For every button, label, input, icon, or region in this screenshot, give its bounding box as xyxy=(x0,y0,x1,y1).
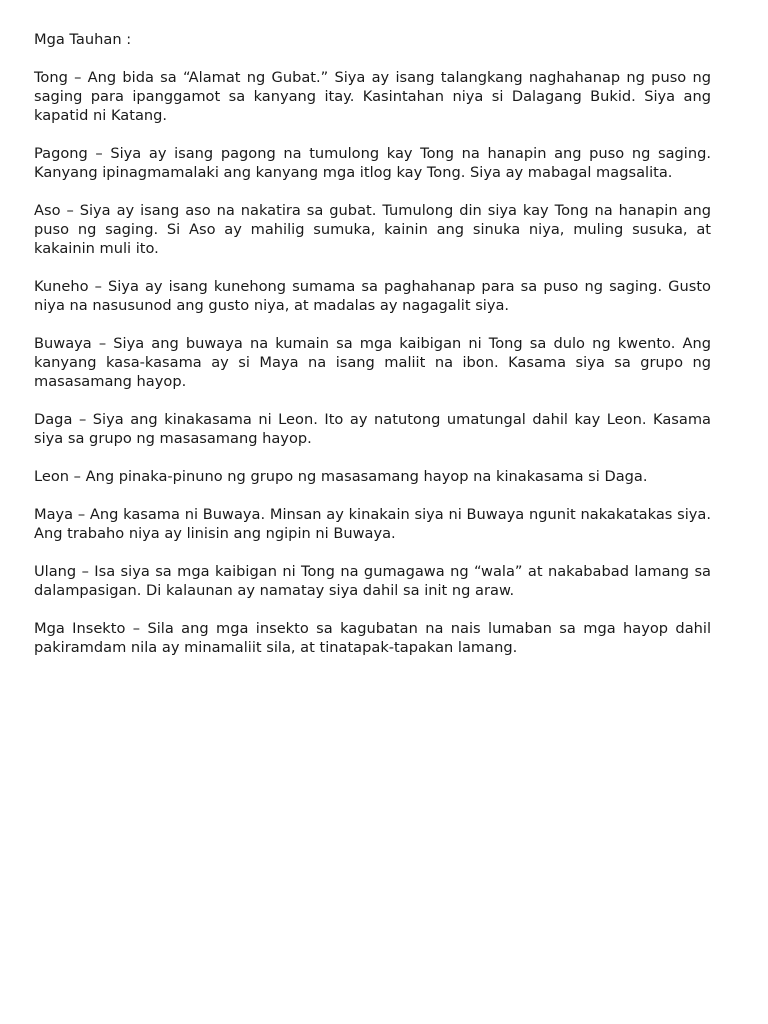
character-entry-leon: Leon – Ang pinaka-pinuno ng grupo ng masasamang hayop na kinakasama si Daga. xyxy=(34,468,648,485)
character-entry-pagong: Pagong – Siya ay isang pagong na tumulong kay Tong na hanapin ang puso ng saging. Kanyang ipinagmamalaki ang kanyang mga itlog kay Tong. Siya ay mabagal magsalita. xyxy=(34,145,711,181)
character-entry-tong: Tong – Ang bida sa “Alamat ng Gubat.” Siya ay isang talangkang naghahanap ng puso ng saging para ipanggamot sa kanyang itay. Kasintahan niya si Dalagang Bukid. Siya ang kapatid ni Katang. xyxy=(34,69,711,124)
character-entry-buwaya: Buwaya – Siya ang buwaya na kumain sa mga kaibigan ni Tong sa dulo ng kwento. Ang kanyang kasa-kasama ay si Maya na isang maliit na ibon. Kasama siya sa grupo ng masasamang hayop. xyxy=(34,335,711,390)
character-entry-kuneho: Kuneho – Siya ay isang kunehong sumama sa paghahanap para sa puso ng saging. Gusto niya na nasusunod ang gusto niya, at madalas ay nagagalit siya. xyxy=(34,278,711,314)
character-entry-maya: Maya – Ang kasama ni Buwaya. Minsan ay kinakain siya ni Buwaya ngunit nakakatakas siya. Ang trabaho niya ay linisin ang ngipin ni Buwaya. xyxy=(34,506,711,542)
character-entry-ulang: Ulang – Isa siya sa mga kaibigan ni Tong na gumagawa ng “wala” at nakababad lamang sa dalampasigan. Di kalaunan ay namatay siya dahil sa init ng araw. xyxy=(34,563,711,599)
section-heading: Mga Tauhan : xyxy=(34,31,132,48)
document-page xyxy=(34,30,711,676)
character-entry-aso: Aso – Siya ay isang aso na nakatira sa gubat. Tumulong din siya kay Tong na hanapin ang puso ng saging. Si Aso ay mahilig sumuka, kainin ang sinuka niya, muling susuka, at kakainin muli ito. xyxy=(34,202,711,257)
character-entry-daga: Daga – Siya ang kinakasama ni Leon. Ito ay natutong umatungal dahil kay Leon. Kasama siya sa grupo ng masasamang hayop. xyxy=(34,411,711,447)
character-entry-mga-insekto: Mga Insekto – Sila ang mga insekto sa kagubatan na nais lumaban sa mga hayop dahil pakiramdam nila ay minamaliit sila, at tinatapak-tapakan lamang. xyxy=(34,620,711,656)
